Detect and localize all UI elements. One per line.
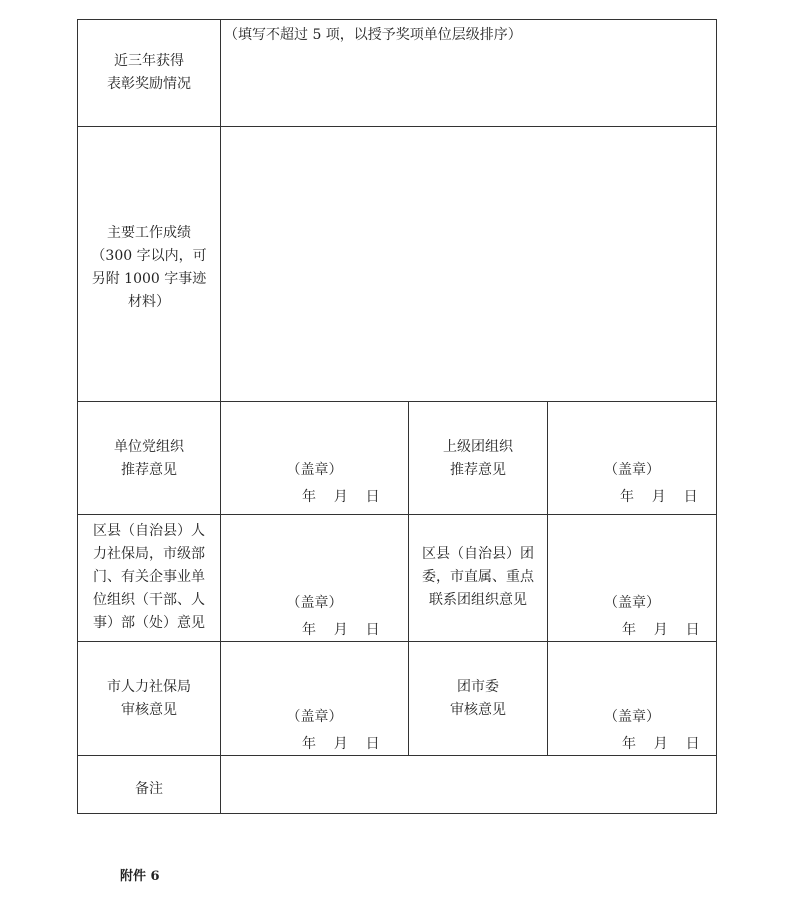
awards-input-area[interactable] xyxy=(221,48,716,126)
awards-label: 近三年获得 表彰奖励情况 xyxy=(107,53,191,92)
city-league-stamp: （盖章） xyxy=(604,709,660,725)
achievements-label: 主要工作成绩 （300 字以内，可 另附 1000 字事迹 材料） xyxy=(91,225,207,310)
column-divider xyxy=(547,401,548,756)
city-hr-label: 市人力社保局 审核意见 xyxy=(107,679,191,718)
table-border-right xyxy=(716,19,717,814)
city-league-label: 团市委 审核意见 xyxy=(450,679,506,718)
remarks-label: 备注 xyxy=(135,781,163,797)
superior-league-label: 上级团组织 推荐意见 xyxy=(443,439,513,478)
awards-hint: （填写不超过 5 项，以授予奖项单位层级排序） xyxy=(224,27,522,43)
district-league-date: 年 月 日 xyxy=(622,622,700,638)
district-hr-date: 年 月 日 xyxy=(302,622,380,638)
district-hr-stamp: （盖章） xyxy=(286,595,343,611)
district-league-stamp: （盖章） xyxy=(604,595,660,611)
district-league-label: 区县（自治县）团 委，市直属、重点 联系团组织意见 xyxy=(422,546,534,608)
achievements-input-area[interactable] xyxy=(221,127,716,401)
table-border-bottom xyxy=(77,813,717,814)
city-hr-date: 年 月 日 xyxy=(302,736,380,752)
city-league-date: 年 月 日 xyxy=(622,736,700,752)
row-divider xyxy=(77,514,717,515)
district-hr-label: 区县（自治县）人 力社保局，市级部 门、有关企事业单 位组织（干部、人 事）部（处）意见 xyxy=(93,523,205,631)
superior-league-date: 年 月 日 xyxy=(620,489,698,505)
superior-league-stamp: （盖章） xyxy=(604,462,660,478)
table-border-top xyxy=(77,19,717,20)
unit-party-label: 单位党组织 推荐意见 xyxy=(114,439,184,478)
row-divider xyxy=(77,401,717,402)
unit-party-stamp: （盖章） xyxy=(286,462,343,478)
unit-party-date: 年 月 日 xyxy=(302,489,380,505)
attachment-label: 附件 6 xyxy=(120,869,160,884)
row-divider xyxy=(77,641,717,642)
city-hr-stamp: （盖章） xyxy=(286,709,343,725)
remarks-input-area[interactable] xyxy=(221,756,716,813)
